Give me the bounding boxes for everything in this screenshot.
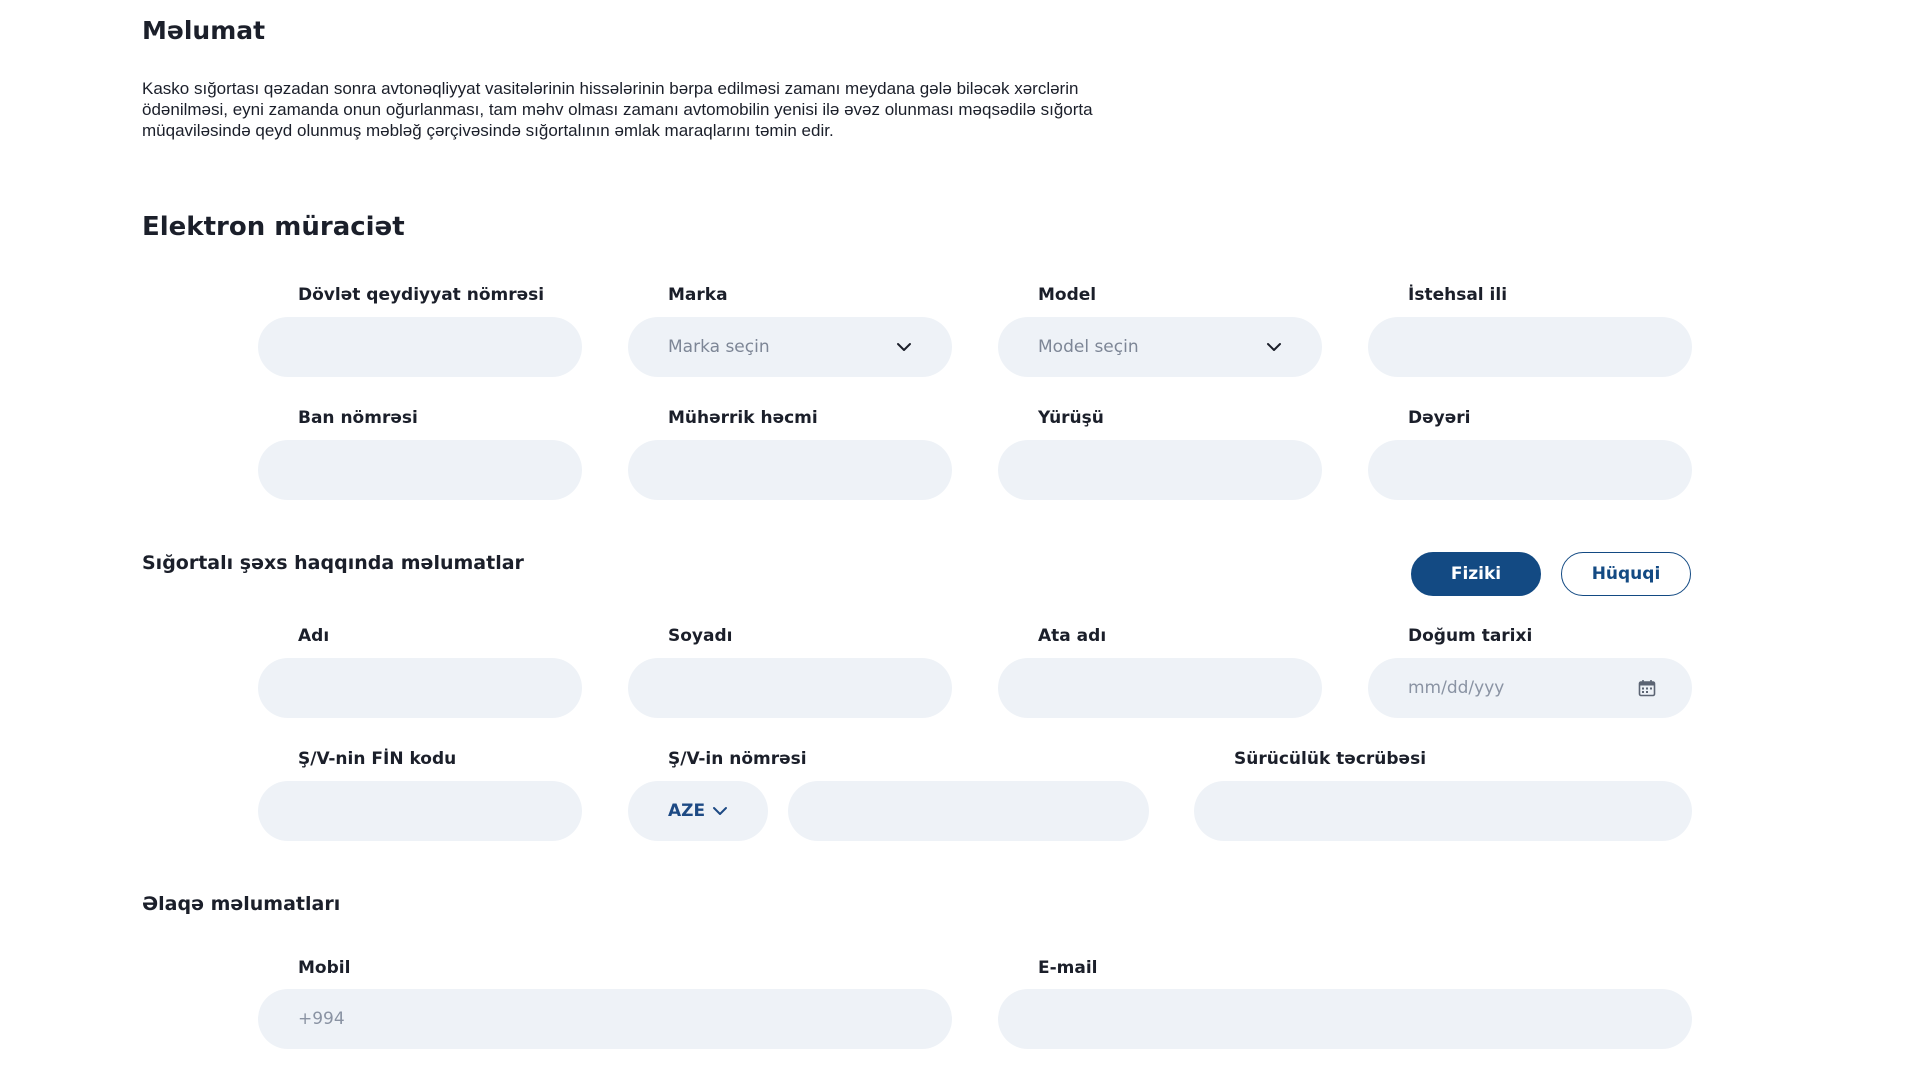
experience-label: Sürücülük təcrübəsi — [1234, 749, 1427, 769]
contact-section-title: Əlaqə məlumatları — [142, 893, 341, 915]
id-number-label: Ş/V-in nömrəsi — [668, 749, 807, 769]
email-input[interactable] — [998, 989, 1692, 1049]
form-title: Elektron müraciət — [142, 212, 405, 242]
mobile-label: Mobil — [298, 958, 351, 978]
id-series-value: AZE — [668, 801, 706, 821]
calendar-icon[interactable] — [1638, 679, 1656, 697]
brand-select-placeholder: Marka seçin — [668, 337, 770, 357]
birthdate-label: Doğum tarixi — [1408, 626, 1533, 646]
year-label: İstehsal ili — [1408, 285, 1508, 305]
surname-input[interactable] — [628, 658, 952, 718]
info-description: Kasko sığortası qəzadan sonra avtonəqliyyat vasitələrinin hissələrinin bərpa edilməsi zamanı meydana gələ biləcək xərclərin ödənilməsi, eyni zamanda onun oğurlanması, tam məhv olması zamanı avtomobilin yenisi ilə əvəz olunması məqsədilə sığorta müqaviləsində qeyd olunmuş məbləğ çərçivəsində sığortalının əmlak maraqlarını təmin edir. — [142, 79, 1093, 140]
plate-label: Dövlət qeydiyyat nömrəsi — [298, 285, 545, 305]
mileage-input[interactable] — [998, 440, 1322, 500]
birthdate-placeholder: mm/dd/yyy — [1408, 678, 1505, 698]
chevron-down-icon — [712, 806, 728, 816]
value-input[interactable] — [1368, 440, 1692, 500]
name-label: Adı — [298, 626, 330, 646]
name-input[interactable] — [258, 658, 582, 718]
vin-input[interactable] — [258, 440, 582, 500]
email-label: E-mail — [1038, 958, 1098, 978]
engine-input[interactable] — [628, 440, 952, 500]
model-label: Model — [1038, 285, 1097, 305]
fin-label: Ş/V-nin FİN kodu — [298, 749, 457, 769]
chevron-down-icon — [1266, 342, 1282, 352]
patronymic-input[interactable] — [998, 658, 1322, 718]
info-title: Məlumat — [142, 16, 266, 45]
type-legal-button[interactable]: Hüquqi — [1561, 552, 1691, 596]
brand-label: Marka — [668, 285, 728, 305]
plate-input[interactable] — [258, 317, 582, 377]
type-physical-button[interactable]: Fiziki — [1411, 552, 1541, 596]
surname-label: Soyadı — [668, 626, 733, 646]
model-select[interactable] — [998, 317, 1322, 377]
chevron-down-icon — [896, 342, 912, 352]
patronymic-label: Ata adı — [1038, 626, 1107, 646]
mobile-input[interactable] — [258, 989, 952, 1049]
year-input[interactable] — [1368, 317, 1692, 377]
id-number-input[interactable] — [788, 781, 1149, 841]
birthdate-input[interactable] — [1368, 658, 1692, 718]
experience-input[interactable] — [1194, 781, 1692, 841]
model-select-placeholder: Model seçin — [1038, 337, 1139, 357]
id-series-select[interactable] — [628, 781, 768, 841]
insured-section-title: Sığortalı şəxs haqqında məlumatlar — [142, 552, 524, 574]
mileage-label: Yürüşü — [1038, 408, 1104, 428]
fin-input[interactable] — [258, 781, 582, 841]
engine-label: Mühərrik həcmi — [668, 408, 818, 428]
brand-select[interactable] — [628, 317, 952, 377]
value-label: Dəyəri — [1408, 408, 1471, 428]
vin-label: Ban nömrəsi — [298, 408, 418, 428]
